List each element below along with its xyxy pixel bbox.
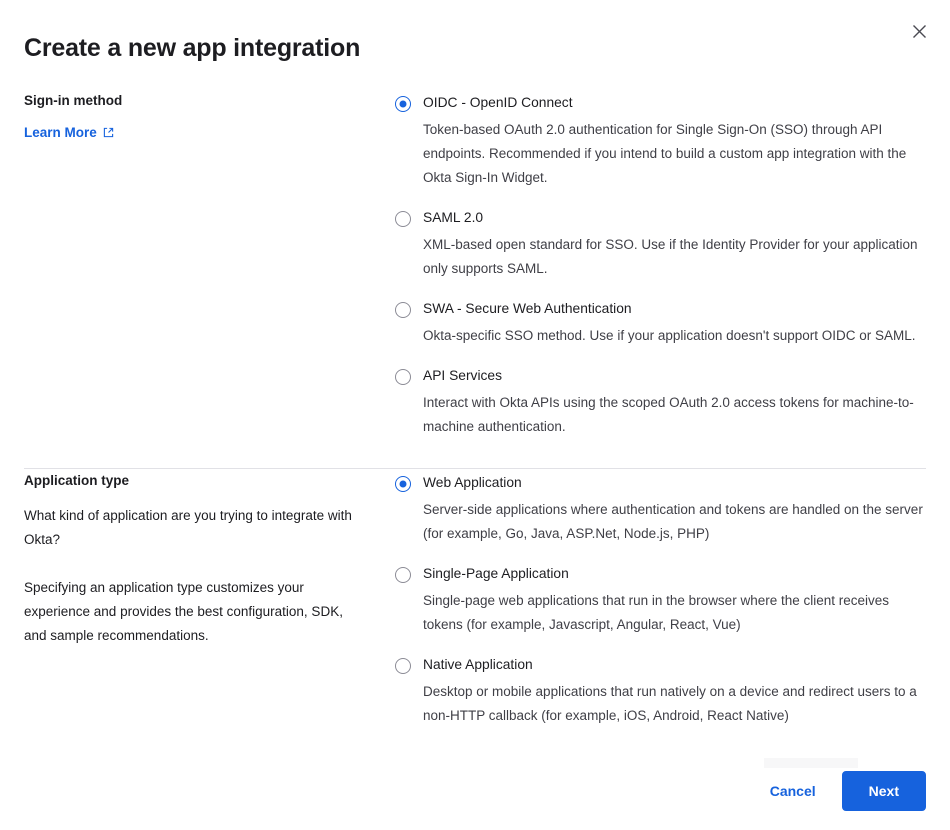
signin-method-options — [395, 92, 926, 439]
section-divider — [24, 468, 926, 469]
application-type-label: Application type — [24, 473, 130, 488]
learn-more-label: Learn More — [24, 124, 97, 140]
radio-option-single-page-application-description: Single-page web applications that run in the browser where the client receives tokens (for example, Javascript, Angular, React, Vue) — [423, 592, 890, 632]
signin-method-label: Sign-in method — [24, 93, 123, 108]
application-type-left-column — [24, 472, 395, 648]
radio-option-single-page-application[interactable] — [395, 565, 926, 637]
radio-option-oidc-description: Token-based OAuth 2.0 authentication for Single Sign-On (SSO) through API endpoints. Recommended if you intend to build a custom app integration with the Okta Sign-In Widget. — [423, 121, 907, 185]
radio-option-web-application-title[interactable]: Web Application — [423, 475, 522, 490]
radio-option-oidc[interactable] — [395, 94, 926, 190]
radio-option-swa[interactable] — [395, 300, 926, 348]
radio-option-oidc-title[interactable]: OIDC - OpenID Connect — [423, 95, 573, 110]
radio-option-saml-description: XML-based open standard for SSO. Use if the Identity Provider for your application only supports SAML. — [423, 236, 918, 276]
radio-web-application[interactable] — [395, 476, 411, 492]
radio-option-api-services-title[interactable]: API Services — [423, 367, 502, 383]
cancel-button[interactable]: Cancel — [758, 773, 828, 809]
signin-method-left-column — [24, 92, 395, 142]
radio-option-api-services-description: Interact with Okta APIs using the scoped OAuth 2.0 access tokens for machine-to-machine authentication. — [423, 394, 914, 434]
radio-option-native-application[interactable] — [395, 656, 926, 728]
radio-saml[interactable] — [395, 211, 411, 227]
radio-api-services[interactable] — [395, 369, 411, 385]
radio-option-saml-title[interactable]: SAML 2.0 — [423, 209, 484, 225]
external-link-icon — [103, 127, 114, 138]
radio-option-single-page-application-title[interactable]: Single-Page Application — [423, 565, 569, 581]
learn-more-link[interactable] — [24, 125, 114, 140]
radio-option-swa-title[interactable]: SWA - Secure Web Authentication — [423, 300, 632, 316]
application-type-section — [24, 472, 926, 728]
radio-oidc[interactable] — [395, 96, 411, 112]
application-type-helper-2: Specifying an application type customizes your experience and provides the best configuration, SDK, and sample recommendations. — [24, 579, 343, 643]
radio-option-web-application[interactable] — [395, 474, 926, 546]
radio-option-native-application-title[interactable]: Native Application — [423, 656, 533, 672]
radio-option-api-services[interactable] — [395, 367, 926, 439]
next-button[interactable]: Next — [842, 771, 926, 811]
radio-option-web-application-description: Server-side applications where authentication and tokens are handled on the server (for example, Go, Java, ASP.Net, Node.js, PHP) — [423, 501, 923, 541]
radio-single-page-application[interactable] — [395, 567, 411, 583]
close-icon[interactable] — [906, 18, 932, 44]
radio-option-native-application-description: Desktop or mobile applications that run natively on a device and redirect users to a non-HTTP callback (for example, iOS, Android, React Native) — [423, 683, 917, 723]
dialog-footer — [24, 771, 926, 811]
application-type-options — [395, 472, 926, 728]
signin-method-section — [24, 92, 926, 439]
radio-option-saml[interactable] — [395, 209, 926, 281]
application-type-helper-1: What kind of application are you trying to integrate with Okta? — [24, 507, 352, 547]
radio-option-swa-description: Okta-specific SSO method. Use if your application doesn't support OIDC or SAML. — [423, 327, 916, 343]
background-placeholder — [764, 758, 858, 768]
radio-swa[interactable] — [395, 302, 411, 318]
page-title: Create a new app integration — [24, 34, 361, 62]
radio-native-application[interactable] — [395, 658, 411, 674]
